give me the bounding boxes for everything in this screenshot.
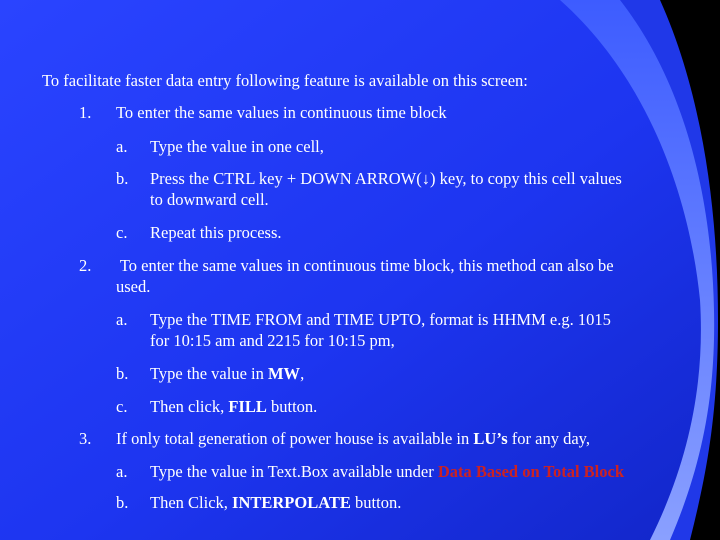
- item-3-text: [116, 429, 590, 448]
- item-2-number: 2.: [79, 256, 92, 275]
- item-3a-label: a.: [116, 462, 128, 481]
- item-2b-bold: MW: [267, 364, 301, 383]
- item-2c-text: [150, 397, 317, 416]
- item-1b-label: b.: [116, 169, 129, 188]
- item-3b-text: [150, 493, 401, 512]
- item-2c-post: button.: [266, 397, 318, 416]
- item-3-number: 3.: [79, 429, 92, 448]
- intro-text: To facilitate faster data entry following feature is available on this screen:: [42, 71, 528, 90]
- item-1b-line1: [150, 169, 622, 188]
- item-3a-red: Data Based on Total Block: [437, 462, 625, 481]
- item-3b-label: b.: [116, 493, 129, 512]
- item-3b-post: button.: [350, 493, 402, 512]
- item-2c-bold: FILL: [228, 397, 267, 416]
- item-1a-label: a.: [116, 137, 128, 156]
- item-1b-line2: to downward cell.: [150, 190, 269, 209]
- item-2a-line2: for 10:15 am and 2215 for 10:15 pm,: [150, 331, 395, 350]
- item-2b-post: ,: [300, 364, 305, 383]
- item-1b-text-start: Press the CTRL key + DOWN ARROW(: [150, 169, 422, 188]
- item-3b-pre: Then Click,: [150, 493, 233, 512]
- item-2b-label: b.: [116, 364, 129, 383]
- item-2c-label: c.: [116, 397, 128, 416]
- item-1-text: To enter the same values in continuous time block: [116, 103, 447, 122]
- item-1a-text: Type the value in one cell,: [150, 137, 324, 156]
- item-2b-text: [150, 364, 304, 383]
- item-2-line1: To enter the same values in continuous time block, this method can also be: [116, 256, 614, 275]
- item-3-pre: If only total generation of power house is available in: [116, 429, 474, 448]
- item-2-line2: used.: [116, 277, 151, 296]
- item-3a-text: [150, 462, 624, 481]
- down-arrow-icon: ↓: [421, 169, 431, 188]
- item-1b-text-end: ) key, to copy this cell values: [430, 169, 622, 188]
- item-2b-pre: Type the value in: [150, 364, 268, 383]
- item-1c-label: c.: [116, 223, 128, 242]
- item-3a-pre: Type the value in Text.Box available under: [150, 462, 438, 481]
- item-2a-label: a.: [116, 310, 128, 329]
- item-2a-line1: Type the TIME FROM and TIME UPTO, format is HHMM e.g. 1015: [150, 310, 611, 329]
- item-3b-bold: INTERPOLATE: [232, 493, 351, 512]
- item-3-post: for any day,: [507, 429, 590, 448]
- item-1-number: 1.: [79, 103, 92, 122]
- item-2c-pre: Then click,: [150, 397, 229, 416]
- item-3-bold: LU’s: [473, 429, 508, 448]
- item-1c-text: Repeat this process.: [150, 223, 282, 242]
